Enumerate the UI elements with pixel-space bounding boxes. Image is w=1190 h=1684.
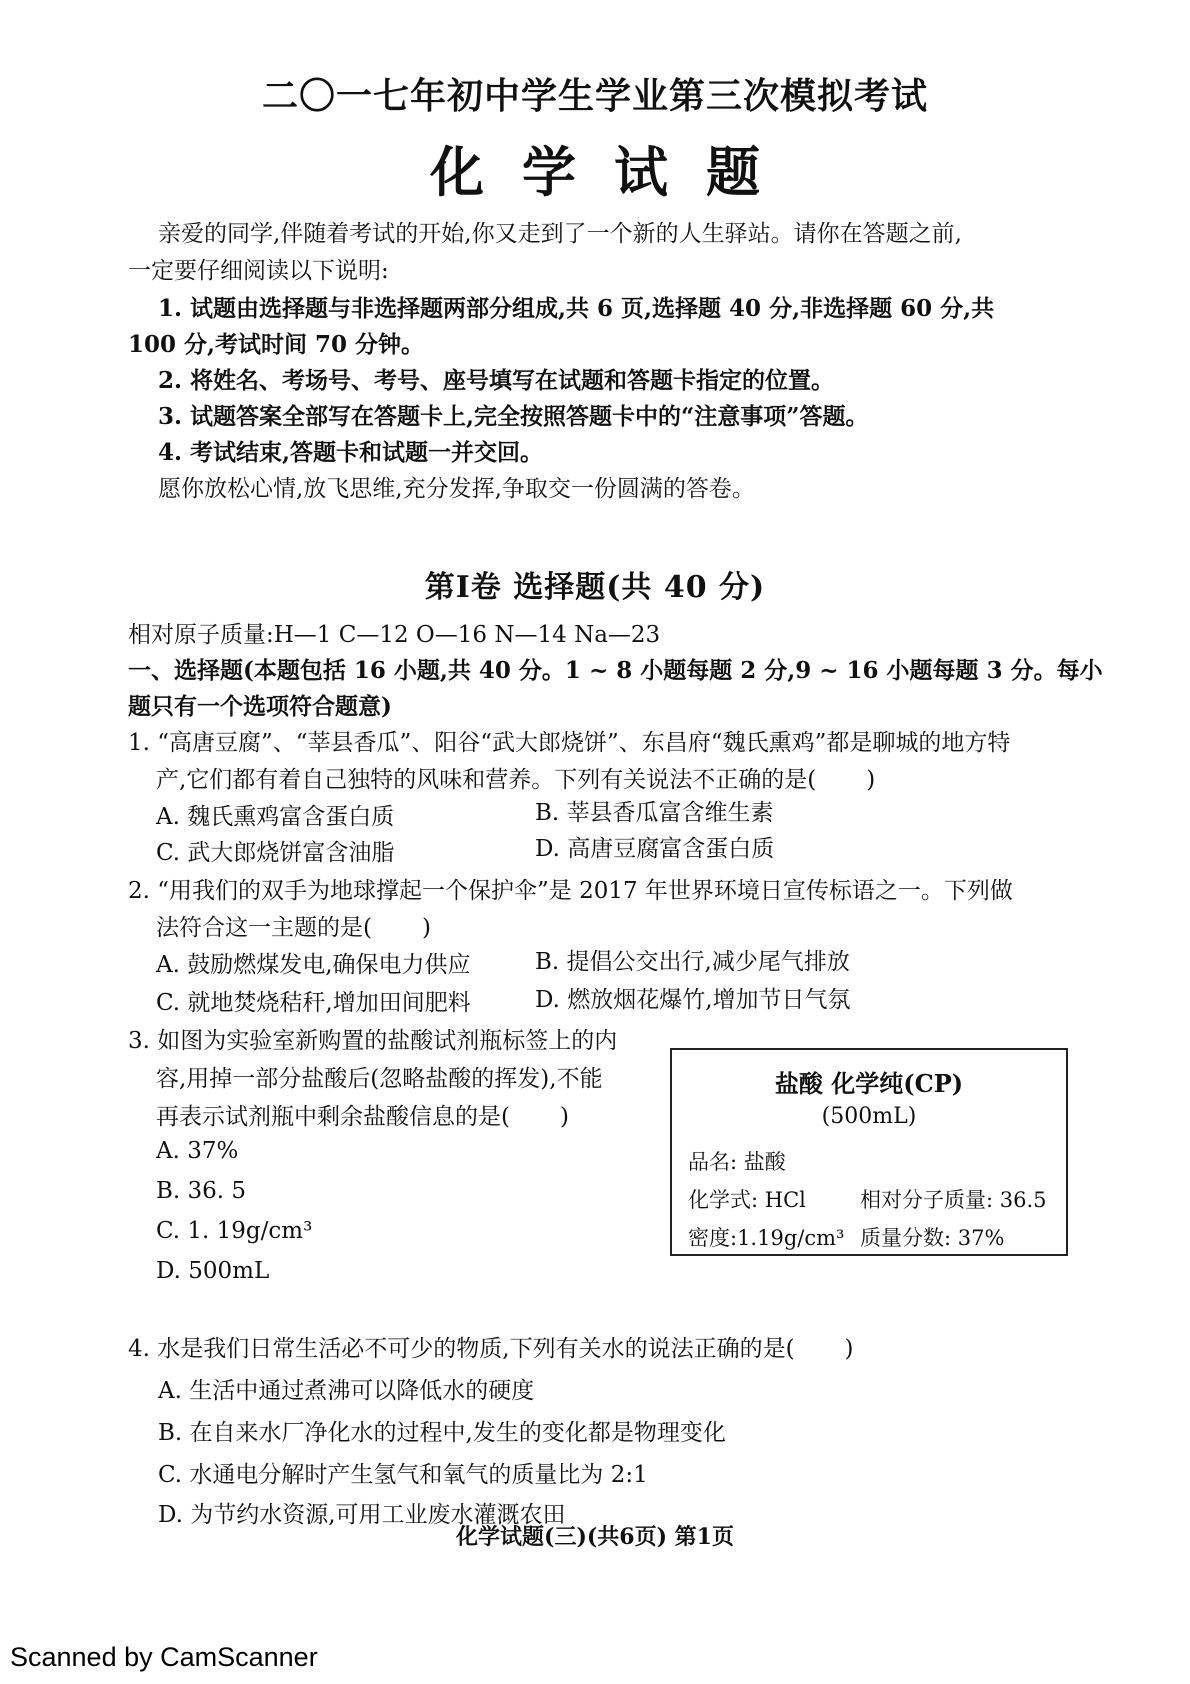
- wish-text: 愿你放松心情,放飞思维,充分发挥,争取交一份圆满的答卷。: [158, 476, 755, 502]
- q1-option-b: B. 莘县香瓜富含维生素: [535, 800, 774, 826]
- q4-option-d: D. 为节约水资源,可用工业废水灌溉农田: [158, 1502, 566, 1528]
- reagent-label-density: 密度:1.19g/cm³: [688, 1226, 845, 1250]
- q1-option-c: C. 武大郎烧饼富含油脂: [156, 840, 395, 866]
- q2-option-d: D. 燃放烟花爆竹,增加节日气氛: [535, 987, 851, 1013]
- q2-option-b: B. 提倡公交出行,减少尾气排放: [535, 949, 850, 975]
- q3-option-a: A. 37%: [156, 1138, 239, 1164]
- reagent-label-title: 盐酸 化学纯(CP): [774, 1069, 964, 1098]
- q3-option-b: B. 36. 5: [156, 1178, 247, 1204]
- q4-stem-close: ): [844, 1336, 854, 1362]
- instruction-1-line1: 1. 试题由选择题与非选择题两部分组成,共 6 页,选择题 40 分,非选择题 60 分,共: [158, 295, 995, 322]
- q3-stem-close: ): [559, 1104, 569, 1130]
- q1-stem-line1: 1. “高唐豆腐”、“莘县香瓜”、阳谷“武大郎烧饼”、东昌府“魏氏熏鸡”都是聊城的地方特: [128, 730, 1011, 756]
- q2-stem-text: 法符合这一主题的是(: [156, 915, 372, 941]
- reagent-label-mass-fraction: 质量分数: 37%: [860, 1226, 1005, 1250]
- q1-option-a: A. 魏氏熏鸡富含蛋白质: [156, 804, 395, 830]
- q3-stem-line3: [156, 1098, 569, 1131]
- q3-stem-line2: 容,用掉一部分盐酸后(忽略盐酸的挥发),不能: [156, 1066, 603, 1092]
- instruction-1-line2: 100 分,考试时间 70 分钟。: [128, 331, 425, 358]
- section-title: 第Ⅰ卷 选择题(共 40 分): [424, 570, 766, 605]
- reagent-label-volume: (500mL): [821, 1104, 917, 1129]
- section-instructions-line1: 一、选择题(本题包括 16 小题,共 40 分。1 ~ 8 小题每题 2 分,9 ~ 16 小题每题 3 分。每小: [128, 657, 1103, 684]
- q1-stem-text: 产,它们都有着自己独特的风味和营养。下列有关说法不正确的是(: [156, 767, 817, 793]
- q2-stem-close: ): [421, 915, 431, 941]
- q3-option-d: D. 500mL: [156, 1258, 270, 1284]
- q4-option-c: C. 水通电分解时产生氢气和氧气的质量比为 2:1: [158, 1462, 648, 1488]
- q2-stem-line2: [156, 909, 431, 942]
- instruction-2: 2. 将姓名、考场号、考号、座号填写在试题和答题卡指定的位置。: [158, 367, 835, 394]
- subject-title: 化学试题: [430, 140, 798, 204]
- q1-option-d: D. 高唐豆腐富含蛋白质: [535, 836, 775, 862]
- section-instructions-line2: 题只有一个选项符合题意): [128, 693, 392, 720]
- q4-stem: [128, 1330, 854, 1363]
- intro-paragraph-line1: 亲爱的同学,伴随着考试的开始,你又走到了一个新的人生驿站。请你在答题之前,: [158, 221, 962, 247]
- q2-option-c: C. 就地焚烧秸秆,增加田间肥料: [156, 990, 471, 1016]
- intro-paragraph-line2: 一定要仔细阅读以下说明:: [128, 258, 389, 284]
- reagent-label-name: 品名: 盐酸: [688, 1150, 786, 1174]
- q4-option-b: B. 在自来水厂净化水的过程中,发生的变化都是物理变化: [158, 1420, 726, 1446]
- page-footer: 化学试题(三)(共6页) 第1页: [456, 1524, 734, 1550]
- q2-option-a: A. 鼓励燃煤发电,确保电力供应: [156, 952, 471, 978]
- q3-stem-line1: 3. 如图为实验室新购置的盐酸试剂瓶标签上的内: [128, 1028, 618, 1054]
- q4-stem-text: 4. 水是我们日常生活必不可少的物质,下列有关水的说法正确的是(: [128, 1336, 795, 1362]
- q1-stem-close: ): [866, 767, 876, 793]
- q2-stem-line1: 2. “用我们的双手为地球撑起一个保护伞”是 2017 年世界环境日宣传标语之一。下列做: [128, 878, 1013, 904]
- q3-option-c: C. 1. 19g/cm³: [156, 1218, 313, 1244]
- reagent-label-box: [670, 1048, 1068, 1256]
- scanner-watermark: Scanned by CamScanner: [10, 1642, 318, 1672]
- instruction-3: 3. 试题答案全部写在答题卡上,完全按照答题卡中的“注意事项”答题。: [158, 403, 869, 430]
- reagent-label-formula: 化学式: HCl: [688, 1188, 806, 1212]
- q1-stem-line2: [156, 761, 875, 794]
- q3-stem-text: 再表示试剂瓶中剩余盐酸信息的是(: [156, 1104, 510, 1130]
- reagent-label-molar-mass: 相对分子质量: 36.5: [860, 1188, 1047, 1212]
- instruction-4: 4. 考试结束,答题卡和试题一并交回。: [158, 439, 544, 466]
- q4-option-a: A. 生活中通过煮沸可以降低水的硬度: [158, 1378, 535, 1404]
- exam-title: 二〇一七年初中学生学业第三次模拟考试: [261, 75, 928, 117]
- atomic-mass-line: 相对原子质量:H—1 C—12 O—16 N—14 Na—23: [128, 622, 661, 648]
